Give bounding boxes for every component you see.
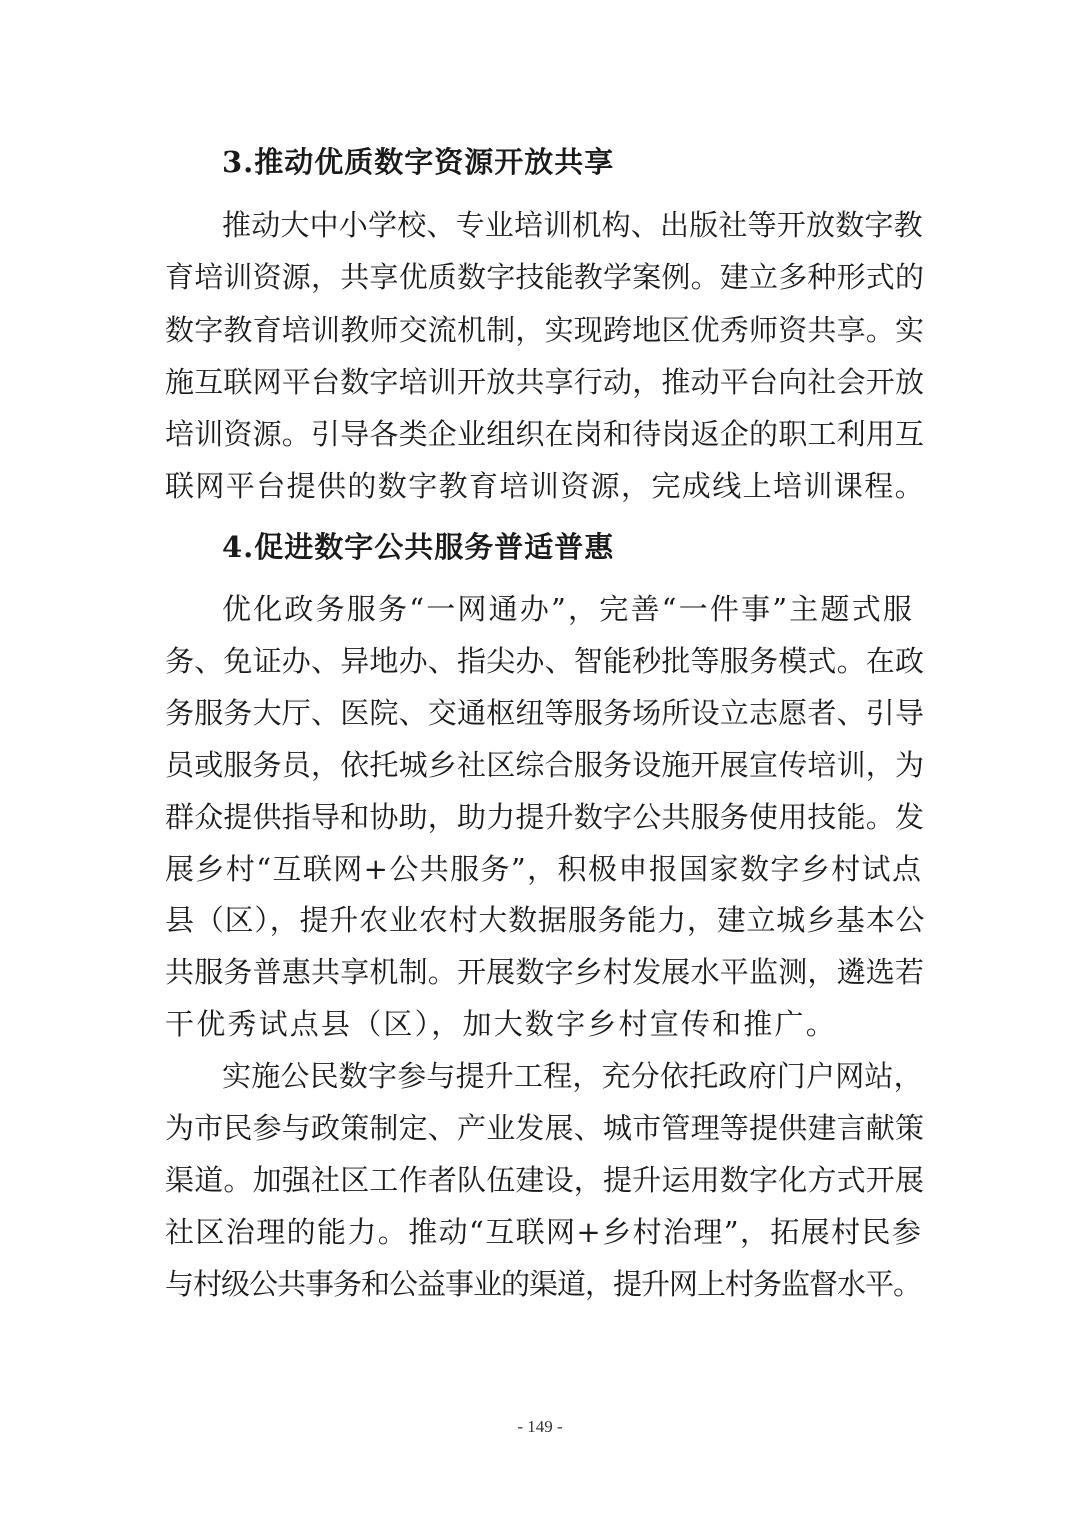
paragraph-line: 为市民参与政策制定、产业发展、城市管理等提供建言献策	[165, 1111, 925, 1145]
paragraph-line: 员或服务员，依托城乡社区综合服务设施开展宣传培训，为	[165, 748, 925, 782]
paragraph-line: 培训资源。引导各类企业组织在岗和待岗返企的职工利用互	[165, 417, 925, 451]
page-number: - 149 -	[517, 1417, 563, 1436]
section-4-heading: 4.促进数字公共服务普适普惠	[222, 530, 615, 564]
paragraph-line: 务、免证办、异地办、指尖办、智能秒批等服务模式。在政	[165, 644, 925, 678]
paragraph-line: 群众提供指导和协助，助力提升数字公共服务使用技能。发	[165, 800, 925, 834]
paragraph-line: 优化政务服务“一网通办”，完善“一件事”主题式服	[222, 592, 915, 626]
paragraph-line: 展乡村“互联网+公共服务”，积极申报国家数字乡村试点	[165, 852, 923, 886]
paragraph-line: 施互联网平台数字培训开放共享行动，推动平台向社会开放	[165, 365, 925, 399]
paragraph-line: 数字教育培训教师交流机制，实现跨地区优秀师资共享。实	[165, 313, 925, 347]
paragraph-line: 共服务普惠共享机制。开展数字乡村发展水平监测，遴选若	[165, 955, 925, 989]
paragraph-line: 与村级公共事务和公益事业的渠道，提升网上村务监督水平。	[165, 1267, 922, 1301]
paragraph-line: 务服务大厅、医院、交通枢纽等服务场所设立志愿者、引导	[165, 696, 925, 730]
paragraph-line: 渠道。加强社区工作者队伍建设，提升运用数字化方式开展	[165, 1163, 925, 1197]
paragraph-line: 县（区），提升农业农村大数据服务能力，建立城乡基本公	[165, 903, 926, 937]
paragraph-line: 实施公民数字参与提升工程，充分依托政府门户网站，	[222, 1059, 923, 1093]
paragraph-line: 联网平台提供的数字教育培训资源，完成线上培训课程。	[165, 469, 926, 503]
paragraph-line: 育培训资源，共享优质数字技能教学案例。建立多种形式的	[165, 260, 925, 294]
section-3-heading: 3.推动优质数字资源开放共享	[222, 145, 615, 179]
paragraph-line: 推动大中小学校、专业培训机构、出版社等开放数字教	[222, 208, 923, 242]
paragraph-line: 社区治理的能力。推动“互联网+乡村治理”，拓展村民参	[165, 1215, 923, 1249]
paragraph-line: 干优秀试点县（区），加大数字乡村宣传和推广。	[165, 1007, 837, 1041]
